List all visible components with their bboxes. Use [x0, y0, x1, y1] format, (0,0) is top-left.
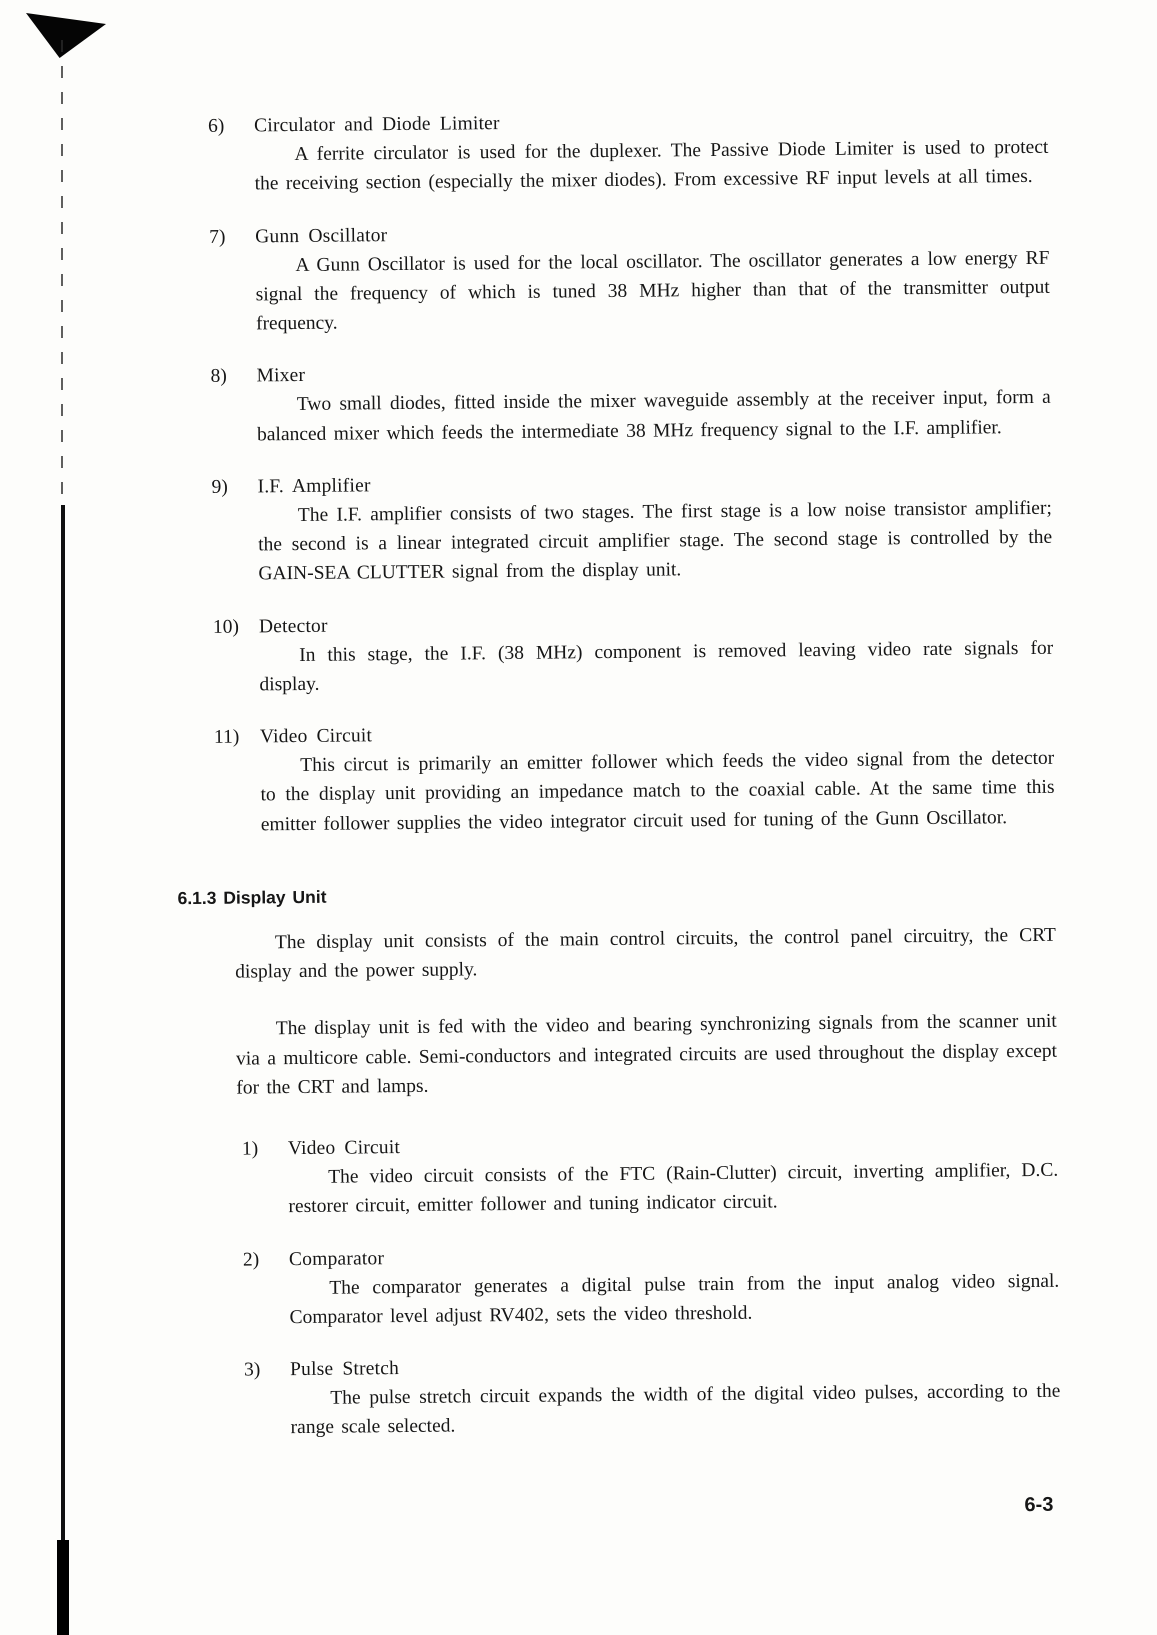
list-item-video-circuit	[214, 719, 1055, 840]
item-content	[257, 469, 1052, 589]
list-item-detector	[213, 608, 1054, 700]
scan-artifact-line-top	[61, 40, 63, 510]
item-title: Circulator and Diode Limiter	[254, 113, 500, 137]
item-content	[259, 608, 1054, 699]
item-number: 3)	[243, 1359, 261, 1381]
item-content	[254, 108, 1049, 199]
item-title: I.F. Amplifier	[257, 475, 371, 498]
list-item-pulse-stretch	[244, 1352, 1061, 1443]
item-title: Detector	[258, 615, 328, 637]
item-content	[255, 218, 1050, 338]
item-title: Mixer	[256, 365, 306, 387]
item-body: The comparator generates a digital pulse train from the input analog video signal. Comparator level adjust RV402, sets the video threshold.	[289, 1270, 1060, 1328]
item-title: Comparator	[288, 1247, 385, 1270]
display-unit-item-list	[180, 1131, 1061, 1444]
item-body: A ferrite circulator is used for the duplexer. The Passive Diode Limiter is used to protect the receiving section (especially the mixer diodes). From excessive RF input levels at all times.	[254, 136, 1049, 195]
item-number: 8)	[210, 365, 227, 388]
item-number: 6)	[208, 115, 225, 137]
item-number: 7)	[209, 226, 226, 248]
item-content	[260, 719, 1055, 839]
item-body: The pulse stretch circuit expands the width of the digital video pulses, according to the range scale selected.	[290, 1380, 1061, 1439]
item-number: 10)	[212, 616, 240, 638]
item-content	[289, 1241, 1060, 1332]
item-body: A Gunn Oscillator is used for the local oscillator. The oscillator generates a low energy RF signal the frequency of which is tuned 38 MHz higher than that of the transmitter output frequency.	[255, 247, 1050, 335]
list-item-comparator	[243, 1241, 1060, 1332]
section-heading-display-unit	[177, 880, 1055, 909]
item-title: Pulse Stretch	[289, 1358, 400, 1381]
list-item-circulator	[208, 108, 1049, 200]
item-body: The video circuit consists of the FTC (Rain-Clutter) circuit, inverting amplifier, D.C. restorer circuit, emitter follower and tuning indicator circuit.	[288, 1159, 1059, 1218]
scan-artifact-line-bottom	[57, 1540, 69, 1635]
item-body: The I.F. amplifier consists of two stages. The first stage is a low noise transistor amplifier; the second is a linear integrated circuit amplifier stage. The second stage is controlled by the GAIN-SEA CLUTTER signal from the display unit.	[258, 497, 1053, 585]
item-content	[256, 358, 1051, 449]
item-body: In this stage, the I.F. (38 MHz) component is removed leaving video rate signals for display.	[259, 637, 1054, 696]
item-number: 2)	[242, 1248, 260, 1271]
item-number: 9)	[211, 476, 228, 498]
item-content	[288, 1131, 1059, 1222]
section-title: Display Unit	[223, 886, 327, 908]
list-item-video-circuit-display	[242, 1131, 1059, 1222]
page-number: 6-3	[1024, 1493, 1054, 1516]
item-body: This circut is primarily an emitter follower which feeds the video signal from the detector to the display unit providing an impedance match to the coaxial cable. At the same time this emitter follower supplies the video integrator circuit used for tuning of the Gunn Oscillator.	[260, 747, 1055, 835]
item-number: 11)	[213, 726, 240, 748]
body-paragraph: The display unit consists of the main control circuits, the control panel circuitry, the CRT display and the power supply.	[235, 924, 1057, 983]
item-content	[290, 1352, 1061, 1443]
list-item-gunn-oscillator	[209, 218, 1050, 339]
item-title: Video Circuit	[259, 725, 373, 748]
scan-artifact-triangle	[26, 8, 106, 58]
scan-artifact-line-mid	[61, 505, 65, 1545]
page-content	[170, 108, 1061, 1525]
section-number: 6.1.3	[177, 887, 217, 908]
list-item-mixer	[210, 358, 1051, 450]
item-body: Two small diodes, fitted inside the mixer waveguide assembly at the receiver input, form a balanced mixer which feeds the intermediate 38 MHz frequency signal to the I.F. amplifier.	[256, 387, 1051, 445]
item-number: 1)	[241, 1138, 259, 1160]
body-paragraph: The display unit is fed with the video and bearing synchronizing signals from the scanner unit via a multicore cable. Semi-conductors and integrated circuits are used throughout the display except for the CRT and lamps.	[235, 1010, 1058, 1099]
item-title: Gunn Oscillator	[255, 224, 388, 247]
list-item-if-amplifier	[211, 469, 1052, 590]
item-title: Video Circuit	[287, 1137, 401, 1160]
